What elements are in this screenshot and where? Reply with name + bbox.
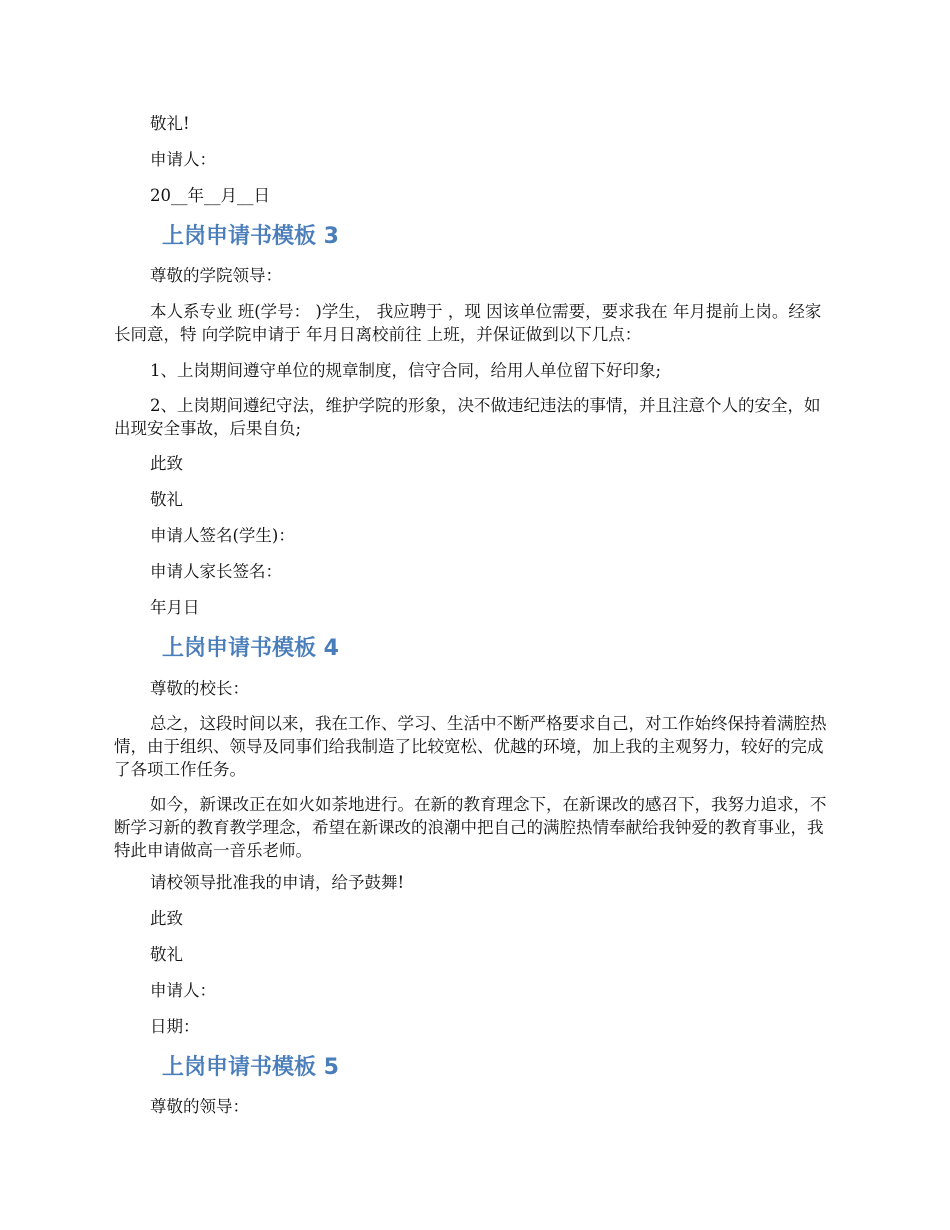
paragraph: 总之，这段时间以来，我在工作、学习、生活中不断严格要求自己，对工作始终保持着满腔热情，由于组织、领导及同事们给我制造了比较宽松、优越的环境，加上我的主观努力，较好的完成了各项工作任务。 — [114, 714, 827, 779]
applicant-label: 申请人： — [150, 981, 216, 1000]
parent-signature-label: 申请人家长签名： — [150, 562, 282, 581]
heading-template-5: 上岗申请书模板 5 — [162, 1055, 339, 1080]
salutation-text: 尊敬的学院领导： — [150, 266, 282, 285]
date-line: 20__年__月__日 — [150, 186, 270, 205]
date-label: 日期： — [150, 1017, 200, 1036]
salutation-text: 尊敬的校长： — [150, 679, 249, 698]
list-item: 2、上岗期间遵纪守法，维护学院的形象，决不做违纪违法的事情，并且注意个人的安全，如出现安全事故，后果自负; — [114, 396, 821, 438]
applicant-label: 申请人： — [150, 150, 216, 169]
heading-template-4: 上岗申请书模板 4 — [162, 636, 339, 661]
heading-template-3: 上岗申请书模板 3 — [162, 224, 339, 249]
paragraph: 本人系专业 班(学号： )学生， 我应聘于 ，现 因该单位需要，要求我在 年月提前上岗。经家长同意，特 向学院申请于 年月日离校前往 上班，并保证做到以下几点： — [114, 302, 822, 344]
closing-text: 敬礼! — [150, 114, 190, 133]
salutation-text: 尊敬的领导： — [150, 1097, 249, 1116]
cizhi-text: 此致 — [150, 909, 183, 928]
student-signature-label: 申请人签名(学生)： — [150, 526, 295, 545]
paragraph: 如今，新课改正在如火如荼地进行。在新的教育理念下，在新课改的感召下，我努力追求，不断学习新的教育教学理念，希望在新课改的浪潮中把自己的满腔热情奉献给我钟爱的教育事业，我特此申请做高一音乐老师。 — [114, 795, 827, 860]
list-item: 1、上岗期间遵守单位的规章制度，信守合同，给用人单位留下好印象; — [150, 361, 662, 380]
date-line: 年月日 — [150, 598, 200, 617]
jingli-text: 敬礼 — [150, 490, 183, 509]
cizhi-text: 此致 — [150, 454, 183, 473]
request-text: 请校领导批准我的申请，给予鼓舞! — [150, 873, 405, 892]
jingli-text: 敬礼 — [150, 945, 183, 964]
